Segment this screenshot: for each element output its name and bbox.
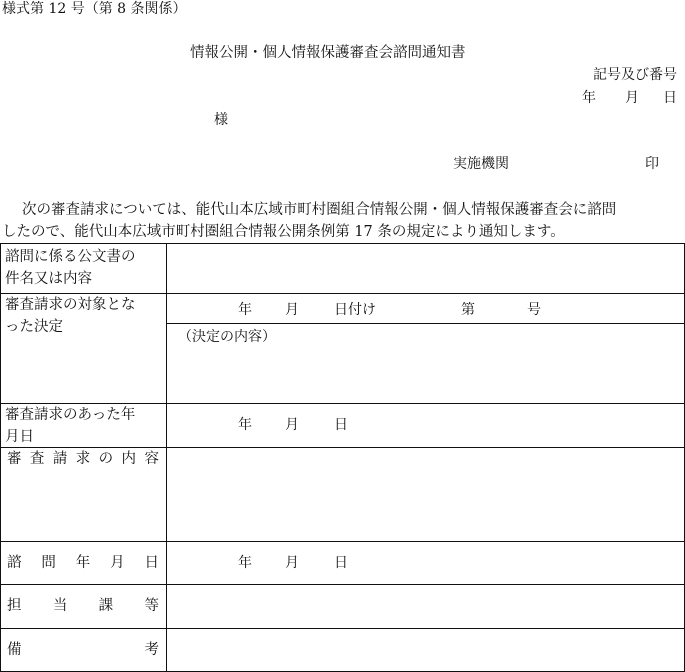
row-divider — [0, 584, 685, 585]
request-date-label: 審査請求のあった年 月日 — [5, 407, 136, 445]
request-date-year: 年 — [238, 417, 252, 433]
table-border-left — [0, 243, 1, 672]
issue-date-year: 年 — [582, 90, 596, 106]
reference-number-label: 記号及び番号 — [593, 67, 677, 83]
remarks-label: 備 考 — [7, 642, 159, 658]
consult-date-label: 諮 問 年 月 日 — [7, 555, 159, 571]
consult-date-year: 年 — [238, 555, 252, 571]
section-in-charge-label: 担 当 課 等 — [7, 598, 159, 614]
decision-label: 審査請求の対象とな った決定 — [5, 297, 136, 335]
request-date-month: 月 — [285, 417, 299, 433]
decision-dated: 日付け — [334, 302, 376, 318]
sender-organization-label: 実施機関 — [453, 156, 509, 172]
decision-content-label: （決定の内容） — [178, 329, 276, 345]
consult-date-month: 月 — [285, 555, 299, 571]
request-date-day: 日 — [334, 417, 348, 433]
document-title: 情報公開・個人情報保護審査会諮問通知書 — [190, 45, 466, 61]
label-column-divider — [166, 243, 167, 672]
request-content-label: 審 査 請 求 の 内 容 — [7, 451, 159, 467]
issue-date-day: 日 — [663, 90, 677, 106]
row-divider — [0, 541, 685, 542]
decision-month: 月 — [285, 302, 299, 318]
form-number: 様式第 12 号（第 8 条関係） — [2, 1, 187, 17]
decision-year: 年 — [238, 302, 252, 318]
notice-form-table — [0, 243, 685, 672]
addressee-honorific: 様 — [214, 112, 228, 128]
consult-date-day: 日 — [334, 555, 348, 571]
issue-date-month: 月 — [625, 90, 639, 106]
notice-body-line-1: 次の審査請求については、能代山本広域市町村圏組合情報公開・個人情報保護審査会に諮問 — [22, 202, 617, 218]
row-divider — [0, 628, 685, 629]
document-subject-label: 諮問に係る公文書の 件名又は内容 — [5, 249, 136, 287]
notice-body — [2, 199, 684, 243]
seal-mark: 印 — [645, 156, 659, 172]
notice-body-line-2: したので、能代山本広域市町村圏組合情報公開条例第 17 条の規定により通知します。 — [2, 224, 565, 240]
table-border-top — [0, 243, 685, 244]
decision-number-suffix: 号 — [527, 302, 541, 318]
decision-inner-divider — [166, 323, 685, 324]
decision-number-prefix: 第 — [461, 302, 475, 318]
